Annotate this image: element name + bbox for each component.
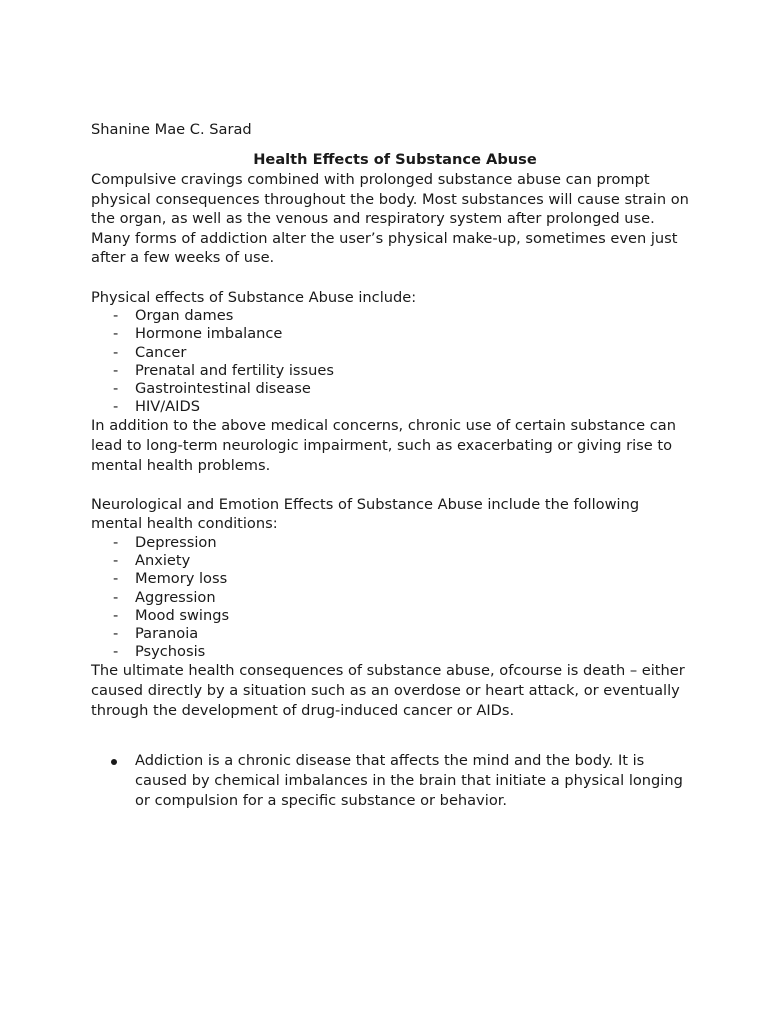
dash-marker: - <box>113 307 119 325</box>
list-item <box>91 380 691 398</box>
list-item-text: Addiction is a chronic disease that affects the mind and the body. It is caused by chemical imbalances in the brain that initiate a physical longing or compulsion for a specific substance or behavior. <box>135 751 683 809</box>
list-item <box>91 607 691 625</box>
document-body <box>91 120 691 811</box>
list-item <box>91 589 691 607</box>
bullet-list <box>91 751 691 811</box>
paragraph-spacer <box>91 720 691 740</box>
paragraph-spacer <box>91 475 691 495</box>
list-item-text: Organ dames <box>135 307 234 325</box>
list-item <box>91 325 691 343</box>
list-item <box>91 362 691 380</box>
list-item-text: Mood swings <box>135 606 230 624</box>
dash-marker: - <box>113 570 119 588</box>
list-item-text: Prenatal and fertility issues <box>135 361 334 379</box>
dash-marker: - <box>113 361 119 379</box>
conclusion-paragraph: The ultimate health consequences of substance abuse, ofcourse is death – either caused directly by a situation such as an overdose or heart attack, or eventually through the development of drug-induced cancer or AIDs. <box>91 662 685 719</box>
dash-marker: - <box>113 588 119 606</box>
list-item <box>91 643 691 661</box>
physical-effects-list <box>91 307 691 416</box>
list-item-text: Memory loss <box>135 570 228 588</box>
physical-followup-paragraph: In addition to the above medical concerns, chronic use of certain substance can lead to long-term neurologic impairment, such as exacerbating or giving rise to mental health problems. <box>91 417 676 474</box>
list-item-text: Psychosis <box>135 643 206 661</box>
neuro-effects-list <box>91 534 691 661</box>
list-item <box>91 398 691 416</box>
physical-effects-heading: Physical effects of Substance Abuse include: <box>91 288 417 306</box>
list-item <box>91 534 691 552</box>
list-item-text: Gastrointestinal disease <box>135 379 311 397</box>
dash-marker: - <box>113 325 119 343</box>
dash-marker: - <box>113 533 119 551</box>
list-item-text: Hormone imbalance <box>135 325 283 343</box>
list-item <box>91 552 691 570</box>
list-item <box>91 344 691 362</box>
list-item <box>91 625 691 643</box>
list-item-text: Anxiety <box>135 552 191 570</box>
bullet-icon <box>111 759 117 765</box>
list-item-text: Cancer <box>135 343 187 361</box>
list-item-text: HIV/AIDS <box>135 398 200 416</box>
list-item-text: Paranoia <box>135 624 199 642</box>
list-item <box>91 570 691 588</box>
dash-marker: - <box>113 398 119 416</box>
document-title: Health Effects of Substance Abuse <box>253 151 537 168</box>
paragraph-spacer <box>91 268 691 288</box>
list-item-text: Aggression <box>135 588 216 606</box>
list-item <box>91 751 691 811</box>
list-item <box>91 307 691 325</box>
list-item-text: Depression <box>135 533 217 551</box>
author-name: Shanine Mae C. Sarad <box>91 121 252 138</box>
dash-marker: - <box>113 643 119 661</box>
dash-marker: - <box>113 606 119 624</box>
dash-marker: - <box>113 343 119 361</box>
dash-marker: - <box>113 552 119 570</box>
intro-paragraph: Compulsive cravings combined with prolonged substance abuse can prompt physical consequences throughout the body. Most substances will cause strain on the organ, as well as the venous and respiratory system after prolonged use. Many forms of addiction alter the user’s physical make-up, sometimes even just after a few weeks of use. <box>91 171 689 267</box>
neuro-effects-heading: Neurological and Emotion Effects of Substance Abuse include the following mental health conditions: <box>91 495 640 533</box>
dash-marker: - <box>113 379 119 397</box>
dash-marker: - <box>113 624 119 642</box>
